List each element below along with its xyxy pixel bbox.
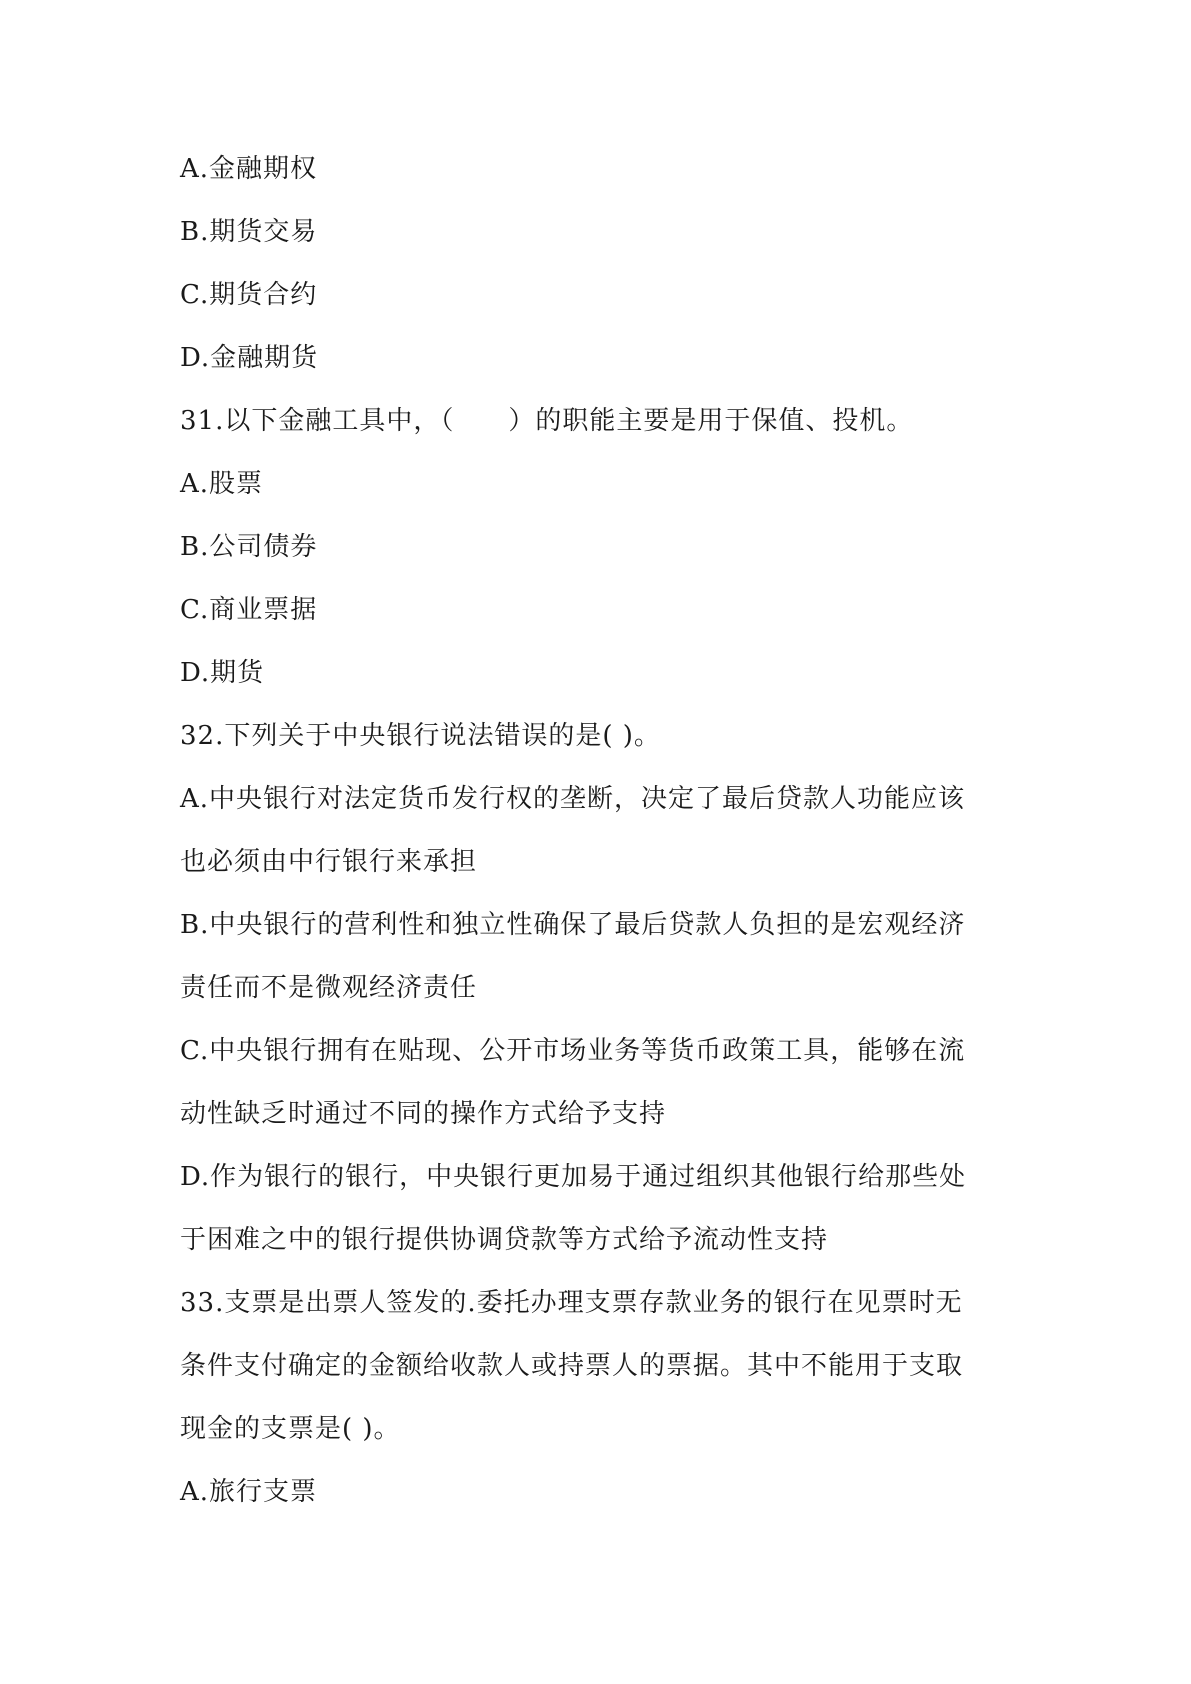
q33-question-line-3: 现金的支票是( )。 bbox=[180, 1414, 401, 1444]
q33-question-line-1: 33.支票是出票人签发的.委托办理支票存款业务的银行在见票时无 bbox=[180, 1288, 963, 1318]
q32-question: 32.下列关于中央银行说法错误的是( )。 bbox=[180, 721, 661, 751]
q32-option-d-line-1: D.作为银行的银行，中央银行更加易于通过组织其他银行给那些处 bbox=[180, 1162, 967, 1192]
q32-option-a-line-2: 也必须由中行银行来承担 bbox=[180, 847, 478, 877]
q32-option-c-line-1: C.中央银行拥有在贴现、公开市场业务等货币政策工具，能够在流 bbox=[180, 1036, 966, 1066]
q30-option-c: C.期货合约 bbox=[180, 280, 318, 310]
q31-option-b: B.公司债券 bbox=[180, 532, 318, 562]
q31-question: 31.以下金融工具中，（ ）的职能主要是用于保值、投机。 bbox=[180, 406, 914, 436]
q30-option-b: B.期货交易 bbox=[180, 217, 318, 247]
q32-option-b-line-1: B.中央银行的营利性和独立性确保了最后贷款人负担的是宏观经济 bbox=[180, 910, 966, 940]
q31-option-d: D.期货 bbox=[180, 658, 265, 688]
q32-option-a-line-1: A.中央银行对法定货币发行权的垄断，决定了最后贷款人功能应该 bbox=[180, 784, 966, 814]
q33-question-line-2: 条件支付确定的金额给收款人或持票人的票据。其中不能用于支取 bbox=[180, 1351, 964, 1381]
q32-option-c-line-2: 动性缺乏时通过不同的操作方式给予支持 bbox=[180, 1099, 667, 1129]
q33-option-a: A.旅行支票 bbox=[180, 1477, 318, 1507]
q31-option-a: A.股票 bbox=[180, 469, 264, 499]
q32-option-d-line-2: 于困难之中的银行提供协调贷款等方式给予流动性支持 bbox=[180, 1225, 829, 1255]
document-body bbox=[180, 138, 1010, 1524]
q30-option-d: D.金融期货 bbox=[180, 343, 319, 373]
q30-option-a: A.金融期权 bbox=[180, 154, 318, 184]
q32-option-b-line-2: 责任而不是微观经济责任 bbox=[180, 973, 478, 1003]
q31-option-c: C.商业票据 bbox=[180, 595, 318, 625]
